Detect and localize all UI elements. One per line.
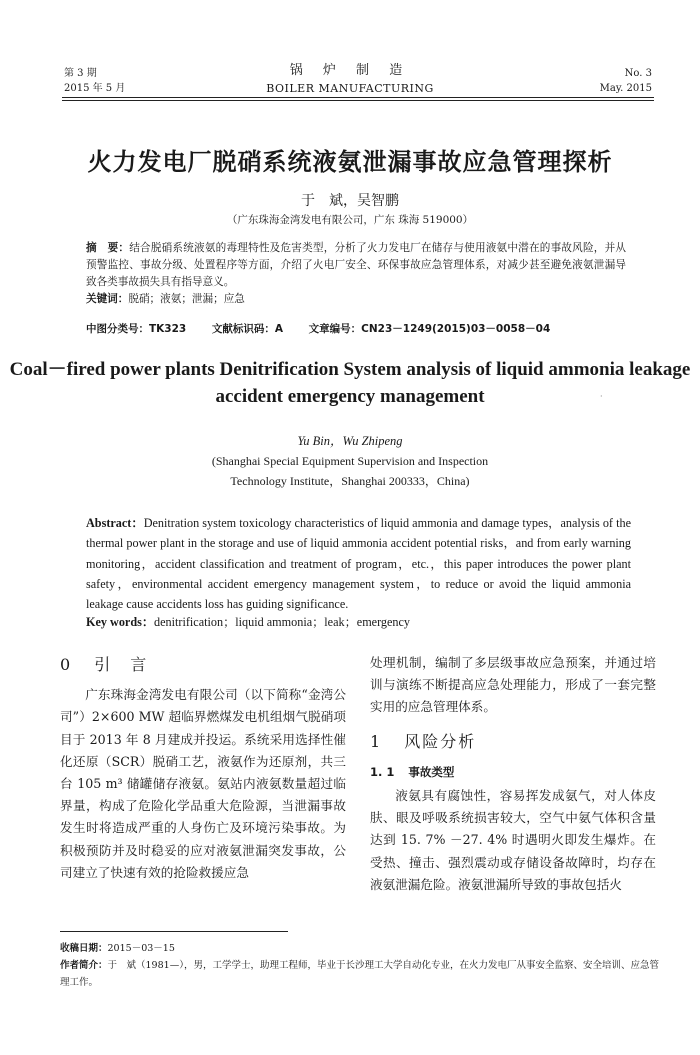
body-column-left: [60, 652, 346, 884]
issue-date-en: May. 2015: [599, 83, 652, 94]
abstract-cn: [86, 240, 626, 308]
abstract-en-label: Abstract：: [86, 516, 144, 530]
journal-name-en: BOILER MANUFACTURING: [266, 82, 434, 95]
received-label: 收稿日期：: [60, 943, 108, 954]
header-rule-thin: [62, 100, 654, 101]
section-0-title: 引 言: [94, 655, 149, 674]
classification-line: [86, 321, 572, 336]
keywords-cn-label: 关键词：: [86, 293, 129, 305]
scan-dot: ·: [600, 392, 603, 401]
issue-date: 2015 年 5 月: [64, 83, 126, 94]
keywords-en: [86, 613, 410, 630]
abstract-cn-label: 摘 要：: [86, 242, 130, 254]
section-0-number: 0: [60, 655, 73, 674]
subsection-1-1-title: 事故类型: [408, 764, 455, 779]
received-date-note: [60, 940, 660, 957]
affiliation-en-line1: (Shanghai Special Equipment Supervision and Inspection: [211, 454, 489, 468]
journal-header: [0, 62, 700, 98]
affiliation-en-line2: Technology Institute，Shanghai 200333，China): [230, 474, 470, 488]
received-date: 2015－03－15: [107, 943, 175, 954]
abstract-en: [86, 513, 631, 614]
author-bio: 于 斌（1981—），男，工学学士，助理工程师，毕业于长沙理工大学自动化专业，在火力发电厂从事安全监察、安全培训、应急管理工作。: [60, 960, 659, 988]
abstract-cn-text: 结合脱硝系统液氨的毒理特性及危害类型，分析了火力发电厂在储存与使用液氨中潜在的事故风险，并从预警监控、事故分级、处置程序等方面，介绍了火电厂安全、环保事故应急管理体系，对减少甚至避免液氨泄漏导致各类事故损失具有指导意义。: [86, 242, 626, 288]
section-0-paragraph: 广东珠海金湾发电有限公司（以下简称“金湾公司”）2×600 MW 超临界燃煤发电机组烟气脱硝项目于 2013 年 8 月建成并投运。系统采用选择性催化还原（SCR）脱硝工艺，液氨作为还原剂，共三台 105 m³ 储罐储存液氨。氨站内液氨数量超过临界量，构成了危险化学品重大危险源，当泄漏事故发生时将造成严重的人身伤亡及环境污染事故。为积极预防并及时稳妥的应对液氨泄漏突发事故，公司建立了快速有效的抢险救援应急: [60, 687, 346, 880]
author-bio-note: [60, 957, 660, 991]
subsection-1-1-heading: [370, 761, 656, 783]
footnote-rule: [60, 931, 288, 932]
header-right: [600, 66, 652, 96]
document-code: 文献标识码：A: [211, 323, 284, 335]
clc-number: 中图分类号：TK323: [86, 323, 187, 335]
title-cn: 火力发电厂脱硝系统液氨泄漏事故应急管理探析: [87, 148, 613, 176]
keywords-en-label: Key words：: [86, 615, 155, 629]
affiliation-en: [0, 451, 700, 491]
affiliation-cn: （广东珠海金湾发电有限公司，广东 珠海 519000）: [226, 214, 474, 226]
section-1-title: 风险分析: [404, 731, 477, 751]
section-1-heading: [370, 731, 656, 753]
authors-en: Yu Bin，Wu Zhipeng: [297, 434, 403, 448]
issue-number: 第 3 期: [64, 68, 97, 79]
author-bio-label: 作者简介：: [60, 960, 108, 971]
article-number: 文章编号：CN23－1249(2015)03－0058－04: [308, 323, 551, 335]
authors-cn: 于 斌，吴智鹏: [301, 193, 399, 209]
keywords-en-text: denitrification；liquid ammonia；leak；emergency: [154, 615, 411, 629]
journal-name-cn: 锅 炉 制 造: [289, 63, 411, 78]
section-0-heading: [60, 654, 346, 676]
subsection-1-1-number: 1. 1: [370, 764, 395, 779]
header-rule: [62, 97, 654, 98]
section-1-number: 1: [370, 731, 383, 751]
abstract-en-text: Denitration system toxicology characteristics of liquid ammonia and damage types，analysis of the thermal power plant in the storage and use of liquid ammonia accident potential risks，and from early warning monitoring，accident classification and treatment of program，etc.，this paper introduces the power plant safety，environmental accident emergency management system，to reduce or avoid the liquid ammonia leakage cause accidents loss has guiding significance.: [86, 516, 631, 612]
title-en: Coal－fired power plants Denitrification System analysis of liquid ammonia leakage accident emergency management: [9, 359, 691, 407]
intro-continuation: 处理机制，编制了多层级事故应急预案，并通过培训与演练不断提高应急处理能力，形成了一套完整实用的应急管理体系。: [370, 655, 656, 715]
subsection-1-1-paragraph: 液氨具有腐蚀性，容易挥发成氨气，对人体皮肤、眼及呼吸系统损害较大，空气中氨气体积含量达到 15. 7% －27. 4% 时遇明火即发生爆炸。在受热、撞击、强烈震动或存储设备故障时，均存在液氨泄漏危险。液氨泄漏所导致的事故包括火: [370, 788, 656, 892]
footnotes: [60, 940, 660, 991]
issue-no-en: No. 3: [624, 68, 652, 79]
body-column-right: [370, 652, 656, 896]
keywords-cn-text: 脱硝；液氨；泄漏；应急: [128, 293, 245, 305]
